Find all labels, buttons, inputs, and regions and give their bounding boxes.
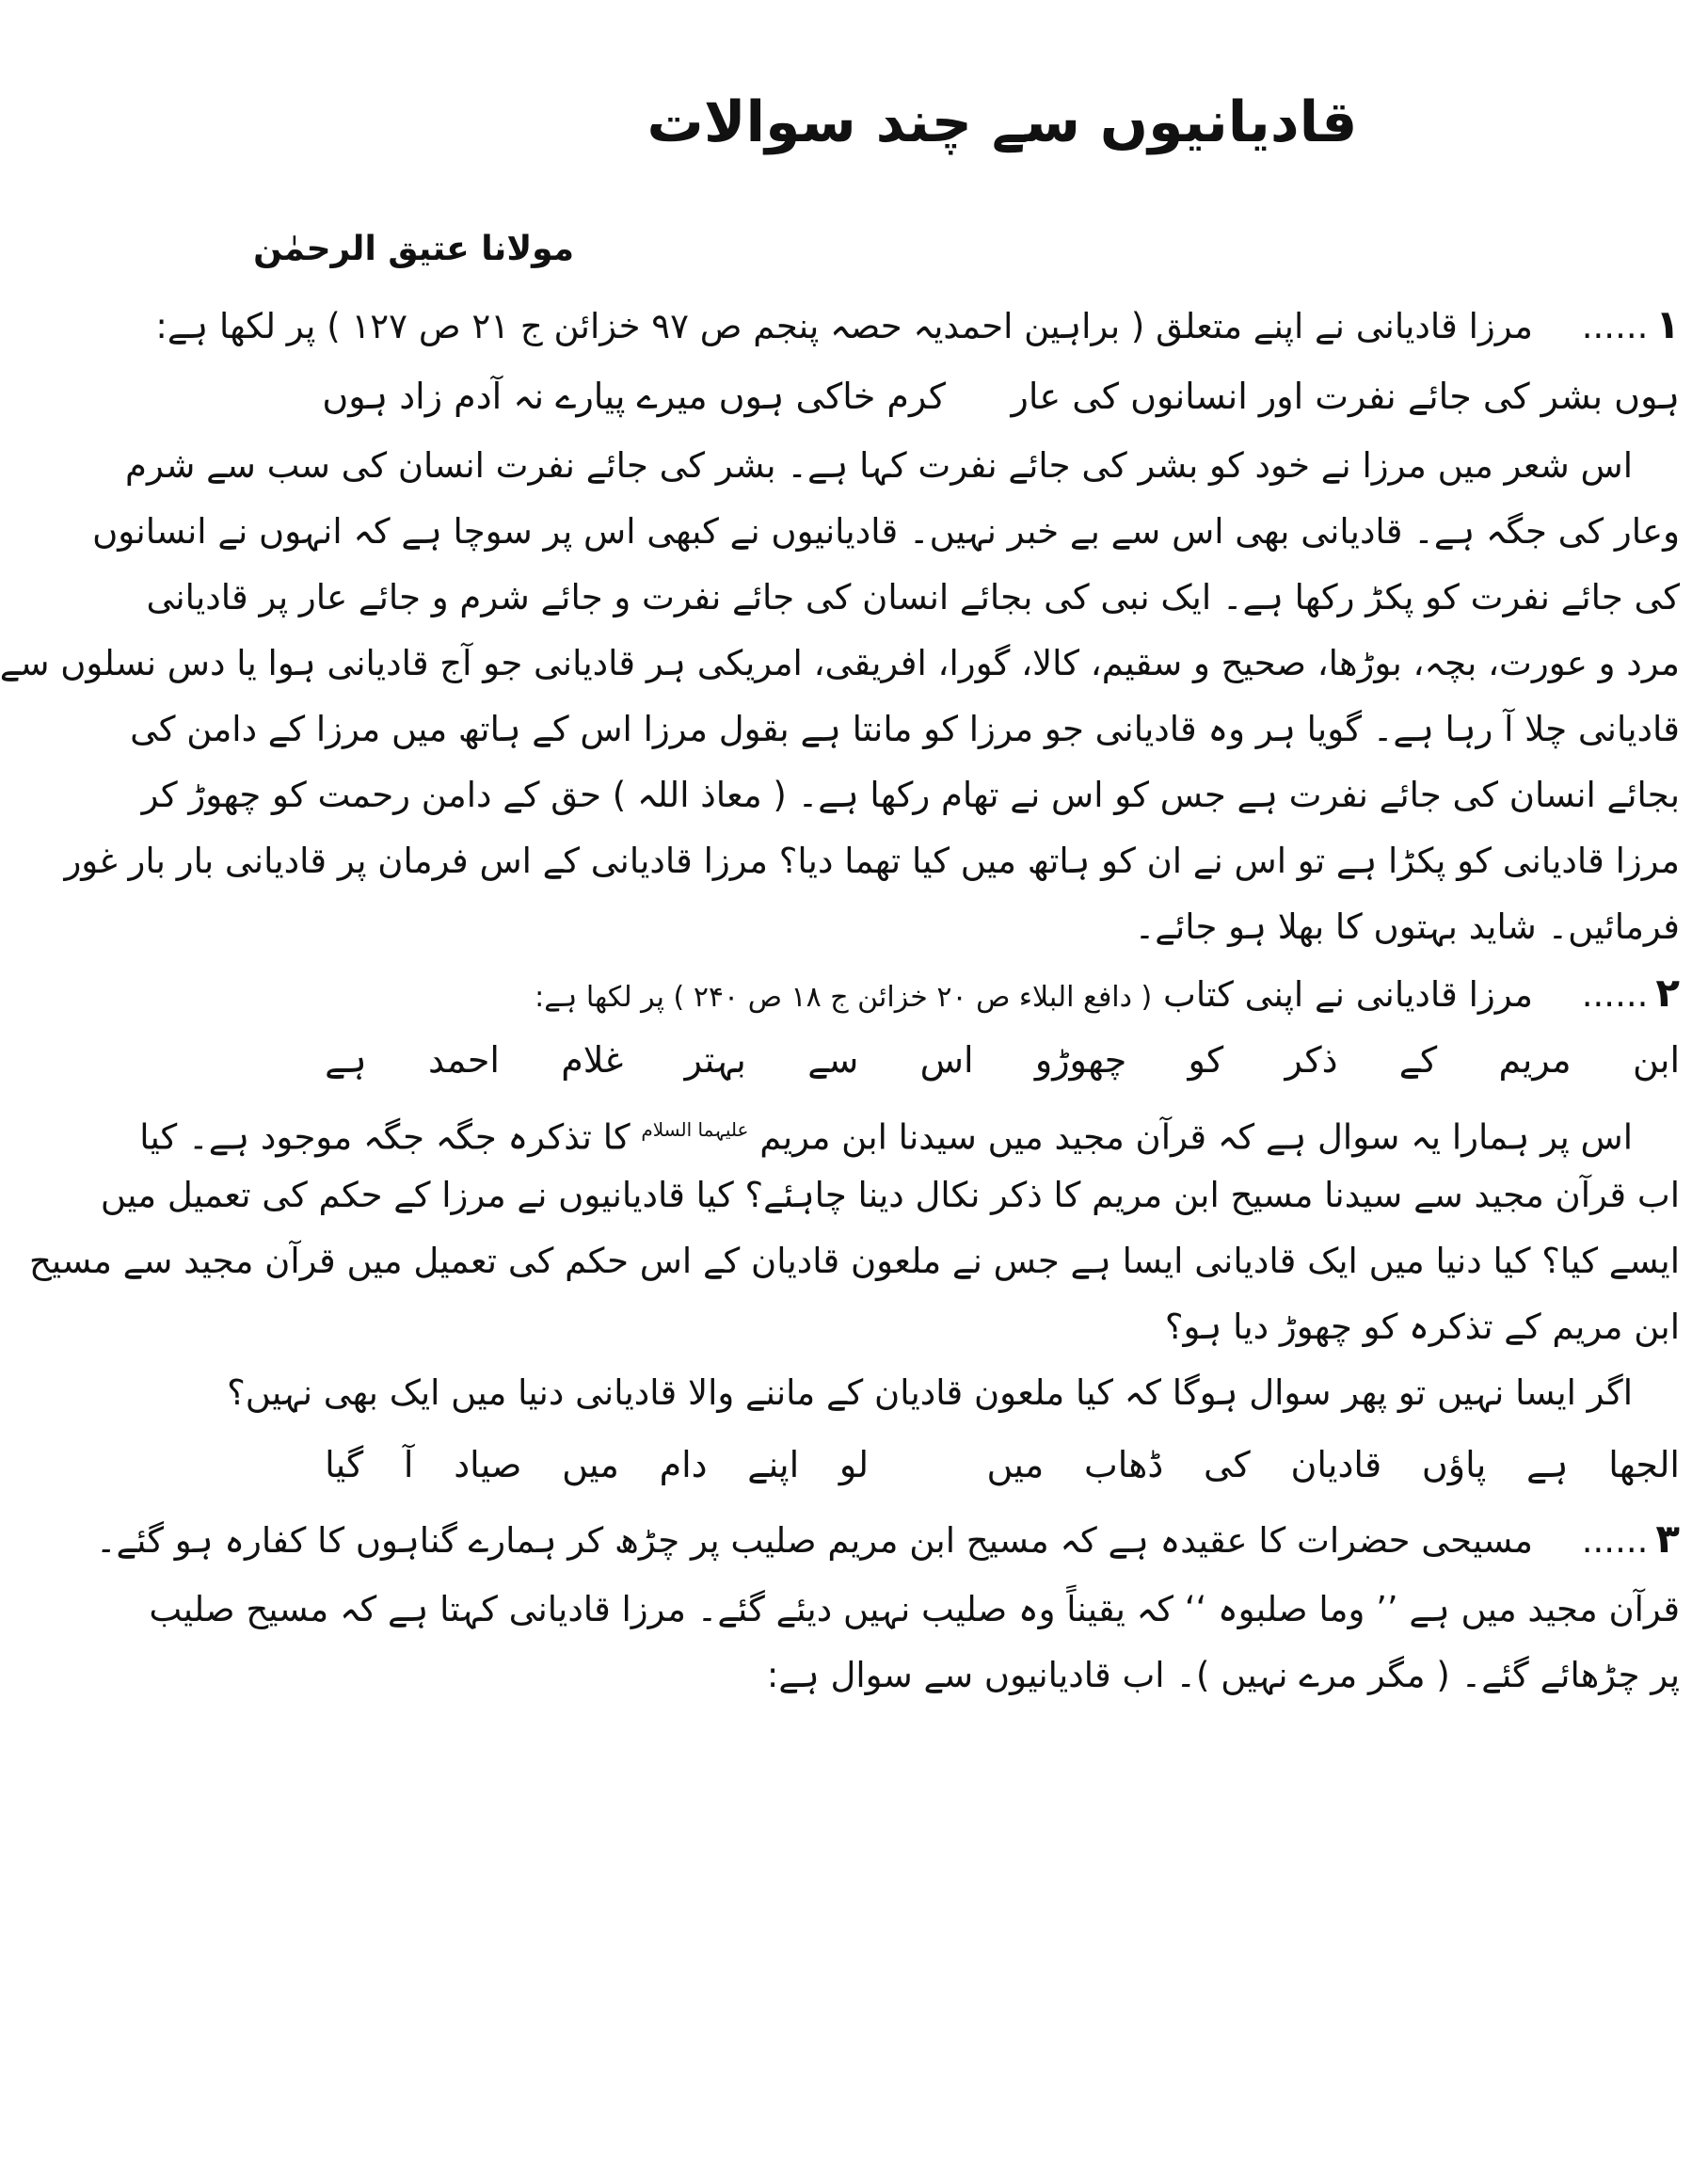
section-2-intro: مرزا قادیانی نے اپنی کتاب: [1162, 974, 1534, 1015]
couplet-word: اپنے: [747, 1444, 800, 1485]
paragraph-line: کی جائے نفرت کو پکڑ رکھا ہے۔ ایک نبی کی بجائے انسان کی جائے نفرت و جائے شرم و جائے عار پر قادیانی: [146, 577, 1680, 617]
section-1-heading: [155, 292, 1680, 358]
line-part: اس پر ہمارا یہ سوال ہے کہ قرآن مجید میں سیدنا ابن مریم: [759, 1116, 1633, 1158]
section-1-dots: ......: [1581, 306, 1649, 346]
line-part: کا تذکرہ جگہ جگہ موجود ہے۔ کیا: [139, 1116, 631, 1158]
couplet-word: الجھا: [1608, 1444, 1680, 1485]
paragraph-line: قرآن مجید میں ہے ’’ وما صلبوہ ‘‘ کہ یقیناً وہ صلیب نہیں دیئے گئے۔ مرزا قادیانی کہتا ہے کہ مسیح صلیب: [149, 1589, 1680, 1629]
page-title: قادیانیوں سے چند سوالات: [646, 89, 1358, 155]
couplet-second-hemistich: کرم خاکی ہوں میرے پیارے نہ آدم زاد ہوں: [322, 376, 946, 417]
couplet-word: دام: [659, 1444, 708, 1485]
honorific-mark: علیہما السلام: [641, 1118, 749, 1141]
paragraph-line: [139, 1097, 1633, 1163]
couplet-word: ہے: [1526, 1444, 1569, 1485]
section-1-intro: مرزا قادیانی نے اپنے متعلق: [1156, 306, 1534, 346]
couplet-first-hemistich: ہوں بشر کی جائے نفرت اور انسانوں کی عار: [1011, 376, 1680, 417]
couplet-word: قادیان: [1290, 1444, 1382, 1485]
verse-word: احمد: [427, 1039, 500, 1081]
verse-word: ذکر: [1285, 1039, 1338, 1081]
verse-word: بہتر: [684, 1039, 746, 1081]
section-1-number: ۱: [1655, 301, 1680, 347]
couplet-word: لو: [838, 1444, 870, 1485]
section-2-couplet: [325, 1431, 1680, 1499]
verse-word: ابن: [1632, 1039, 1680, 1081]
paragraph-line: فرمائیں۔ شاید بہتوں کا بھلا ہو جائے۔: [1134, 906, 1680, 947]
couplet-word: صیاد: [454, 1444, 522, 1485]
paragraph-line: ایسے کیا؟ کیا دنیا میں ایک قادیانی ایسا ہے جس نے ملعون قادیان کے اس حکم کی تعمیل میں قرآن مجید سے مسیح: [29, 1241, 1680, 1281]
verse-word: چھوڑو: [1034, 1039, 1127, 1081]
author-name: مولانا عتیق الرحمٰن: [253, 230, 574, 268]
paragraph-line: وعار کی جگہ ہے۔ قادیانی بھی اس سے بے خبر نہیں۔ قادیانیوں نے کبھی اس پر سوچا ہے کہ انہوں نے انسانوں: [92, 511, 1680, 552]
section-2-verse: [325, 1026, 1680, 1094]
paragraph-line: قادیانی چلا آ رہا ہے۔ گویا ہر وہ قادیانی جو مرزا کو مانتا ہے بقول مرزا اس کے ہاتھ میں مرزا کے دامن کی: [130, 709, 1680, 749]
couplet-word: آ: [403, 1444, 414, 1485]
paragraph-line: اب قرآن مجید سے سیدنا مسیح ابن مریم کا ذکر نکال دینا چاہئے؟ کیا قادیانیوں نے مرزا کے حکم کی تعمیل میں: [100, 1175, 1680, 1215]
section-2-number: ۲: [1655, 970, 1680, 1016]
section-1-couplet: [322, 362, 1680, 430]
verse-word: کو: [1188, 1039, 1224, 1081]
section-1-reference: ( براہین احمدیہ حصہ پنجم ص ۹۷ خزائن ج ۲۱ ص ۱۲۷ ) پر لکھا ہے:: [155, 306, 1145, 346]
paragraph-line: اس شعر میں مرزا نے خود کو بشر کی جائے نفرت کہا ہے۔ بشر کی جائے نفرت انسان کی سب سے شرم: [125, 445, 1633, 486]
section-3-heading: [95, 1506, 1680, 1572]
couplet-word: پاؤں: [1421, 1444, 1487, 1485]
section-2-reference: ( دافع البلاء ص ۲۰ خزائن ج ۱۸ ص ۲۴۰ ) پر لکھا ہے:: [535, 981, 1153, 1014]
couplet-word: میں: [562, 1444, 619, 1485]
section-3-number: ۳: [1655, 1516, 1680, 1562]
verse-word: ہے: [325, 1039, 367, 1081]
verse-word: اس: [919, 1039, 974, 1081]
section-3-first-line: مسیحی حضرات کا عقیدہ ہے کہ مسیح ابن مریم صلیب پر چڑھ کر ہمارے گناہوں کا کفارہ ہو گئے۔: [95, 1520, 1534, 1561]
verse-word: غلام: [561, 1039, 624, 1081]
couplet-word: ڈھاب: [1083, 1444, 1164, 1485]
couplet-word: میں: [986, 1444, 1045, 1485]
couplet-word: کی: [1203, 1444, 1251, 1485]
section-2-dots: ......: [1581, 974, 1649, 1015]
paragraph-line: اگر ایسا نہیں تو پھر سوال ہوگا کہ کیا ملعون قادیان کے ماننے والا قادیانی دنیا میں ایک بھی نہیں؟: [227, 1372, 1633, 1413]
paragraph-line: مرزا قادیانی کو پکڑا ہے تو اس نے ان کو ہاتھ میں کیا تھما دیا؟ مرزا قادیانی کے اس فرمان پر قادیانی بار بار غور: [64, 841, 1680, 881]
paragraph-line: پر چڑھائے گئے۔ ( مگر مرے نہیں )۔ اب قادیانیوں سے سوال ہے:: [766, 1655, 1680, 1695]
couplet-gap: [909, 1431, 947, 1499]
paragraph-line: بجائے انسان کی جائے نفرت ہے جس کو اس نے تھام رکھا ہے۔ ( معاذ اللہ ) حق کے دامن رحمت کو چھوڑ کر: [141, 775, 1680, 815]
verse-word: سے: [807, 1039, 859, 1081]
verse-word: مریم: [1498, 1039, 1572, 1081]
section-3-dots: ......: [1581, 1520, 1649, 1561]
section-2-heading: [325, 960, 1680, 1026]
paragraph-line: ابن مریم کے تذکرہ کو چھوڑ دیا ہو؟: [1164, 1307, 1680, 1347]
couplet-word: گیا: [325, 1444, 364, 1485]
paragraph-line: مرد و عورت، بچہ، بوڑھا، صحیح و سقیم، کالا، گورا، افریقی، امریکی ہر قادیانی جو آج قادیانی ہوا یا دس نسلوں سے: [0, 643, 1680, 683]
verse-word: کے: [1398, 1039, 1438, 1081]
